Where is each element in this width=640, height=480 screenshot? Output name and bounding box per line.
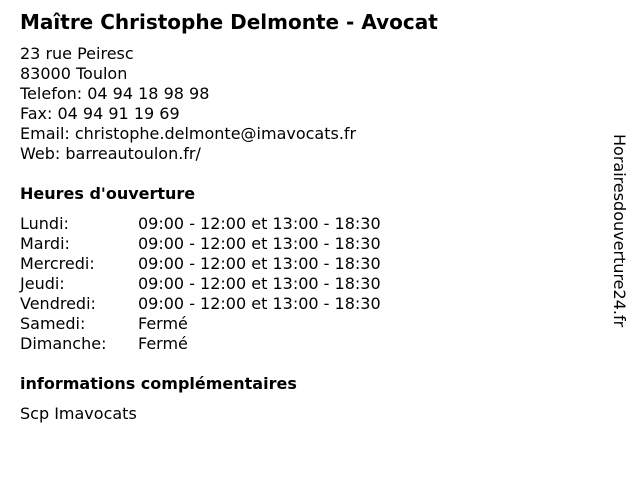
address-city: 83000 Toulon: [20, 64, 128, 83]
time-value: 09:00 - 12:00 et 13:00 - 18:30: [138, 234, 381, 253]
additional-info-heading: informations complémentaires: [20, 374, 297, 393]
hours-row-saturday: [20, 314, 440, 334]
hours-row-tuesday: [20, 234, 440, 254]
hours-row-monday: [20, 214, 440, 234]
day-label: Samedi:: [20, 314, 86, 333]
phone-number: Telefon: 04 94 18 98 98: [20, 84, 210, 103]
page-title: Maître Christophe Delmonte - Avocat: [20, 10, 438, 34]
opening-hours-heading: Heures d'ouverture: [20, 184, 196, 203]
watermark-text: Horairesdouverture24.fr: [610, 134, 629, 328]
day-label: Mercredi:: [20, 254, 95, 273]
hours-row-thursday: [20, 274, 440, 294]
day-label: Mardi:: [20, 234, 70, 253]
time-value: 09:00 - 12:00 et 13:00 - 18:30: [138, 294, 381, 313]
time-value: 09:00 - 12:00 et 13:00 - 18:30: [138, 274, 381, 293]
time-value: 09:00 - 12:00 et 13:00 - 18:30: [138, 214, 381, 233]
day-label: Vendredi:: [20, 294, 96, 313]
day-label: Dimanche:: [20, 334, 107, 353]
opening-hours-table: [20, 214, 440, 354]
additional-info-text: Scp Imavocats: [20, 404, 137, 423]
hours-row-wednesday: [20, 254, 440, 274]
address-street: 23 rue Peiresc: [20, 44, 134, 63]
hours-row-sunday: [20, 334, 440, 354]
hours-row-friday: [20, 294, 440, 314]
website-url: Web: barreautoulon.fr/: [20, 144, 201, 163]
time-value: Fermé: [138, 334, 188, 353]
contact-block: [20, 44, 356, 164]
day-label: Lundi:: [20, 214, 69, 233]
time-value: 09:00 - 12:00 et 13:00 - 18:30: [138, 254, 381, 273]
day-label: Jeudi:: [20, 274, 65, 293]
email-address: Email: christophe.delmonte@imavocats.fr: [20, 124, 357, 143]
fax-number: Fax: 04 94 91 19 69: [20, 104, 180, 123]
time-value: Fermé: [138, 314, 188, 333]
